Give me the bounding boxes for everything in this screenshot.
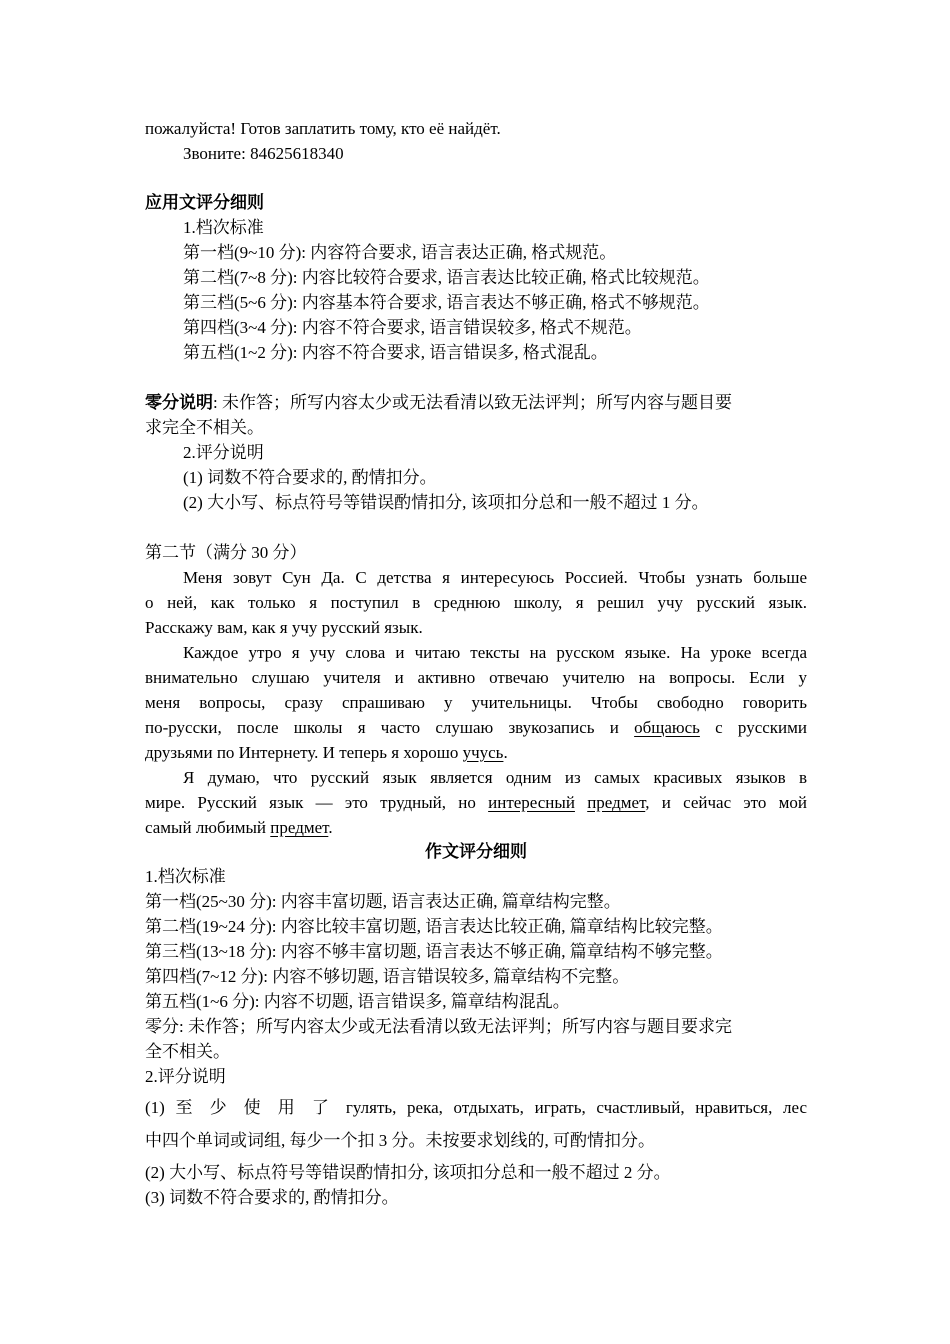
essay-p2-line-2: внимательно слушаю учителя и активно отвечаю учителю на вопросы. Если у: [145, 668, 807, 687]
underlined-word: предмет: [587, 793, 646, 812]
essay-p3-line-2: [145, 790, 807, 815]
zero-text: : 未作答；所写内容太少或无法看清以致无法评判；所写内容与题目要: [213, 393, 732, 412]
practical-grade-5: 第五档(1~2 分): 内容不符合要求, 语言错误多, 格式混乱。: [183, 343, 608, 362]
essay-notes-heading: 2.评分说明: [145, 1067, 226, 1086]
essay-grade-5: 第五档(1~6 分): 内容不切题, 语言错误多, 篇章结构混乱。: [145, 992, 570, 1011]
essay-note-1-line-1: (1) 至 少 使 用 了 гулять, река, отдыхать, играть, счастливый, нравиться, лес: [145, 1098, 807, 1117]
practical-grade-1: 第一档(9~10 分): 内容符合要求, 语言表达正确, 格式规范。: [183, 243, 617, 262]
intro-line-1: пожалуйста! Готов заплатить тому, кто её найдёт.: [145, 119, 501, 138]
essay-grade-heading: 1.档次标准: [145, 867, 226, 886]
text-run: с русскими: [699, 718, 808, 737]
essay-note-3: (3) 词数不符合要求的, 酌情扣分。: [145, 1188, 399, 1207]
essay-zero-line-1: 零分: 未作答；所写内容太少或无法看清以致无法评判；所写内容与题目要求完: [145, 1017, 732, 1036]
text-run: по-русски, после школы я часто слушаю звукозапись и: [145, 718, 635, 737]
essay-p3-line-1: Я думаю, что русский язык является одним из самых красивых языков в: [183, 768, 807, 787]
underlined-word: интересный: [488, 793, 575, 812]
essay-grade-4: 第四档(7~12 分): 内容不够切题, 语言错误较多, 篇章结构不完整。: [145, 967, 630, 986]
essay-p1-line-1: Меня зовут Сун Да. С детства я интересуюсь Россией. Чтобы узнать больше: [183, 568, 807, 587]
essay-p2-line-5: [145, 740, 807, 765]
underlined-word: общаюсь: [634, 718, 700, 737]
practical-zero-line-2: 求完全不相关。: [145, 418, 264, 437]
underlined-word: учусь: [462, 743, 504, 762]
text-run: .: [328, 818, 333, 837]
essay-note-1-line-2: 中四个单词或词组, 每少一个扣 3 分。未按要求划线的, 可酌情扣分。: [145, 1131, 655, 1150]
essay-grade-3: 第三档(13~18 分): 内容不够丰富切题, 语言表达不够正确, 篇章结构不够完整。: [145, 942, 723, 961]
essay-p3-line-3: [145, 815, 807, 840]
essay-p2-line-1: Каждое утро я учу слова и читаю тексты на русском языке. На уроке всегда: [183, 643, 807, 662]
practical-grade-3: 第三档(5~6 分): 内容基本符合要求, 语言表达不够正确, 格式不够规范。: [183, 293, 710, 312]
text-run: самый любимый: [145, 818, 271, 837]
practical-note-2: (2) 大小写、标点符号等错误酌情扣分, 该项扣分总和一般不超过 1 分。: [183, 493, 709, 512]
zero-label: 零分说明: [145, 393, 213, 412]
essay-p2-line-4: [145, 715, 807, 740]
practical-zero-line-1: [145, 390, 807, 415]
practical-grade-4: 第四档(3~4 分): 内容不符合要求, 语言错误较多, 格式不规范。: [183, 318, 642, 337]
practical-notes-heading: 2.评分说明: [183, 443, 264, 462]
practical-note-1: (1) 词数不符合要求的, 酌情扣分。: [183, 468, 437, 487]
text-run: мире. Русский язык — это трудный, но: [145, 793, 489, 812]
text-run: друзьями по Интернету. И теперь я хорошо: [145, 743, 463, 762]
practical-title: 应用文评分细则: [145, 193, 264, 212]
text-run: [575, 793, 587, 812]
section2-heading: 第二节（满分 30 分）: [145, 543, 307, 562]
essay-scoring-title: 作文评分细则: [425, 842, 527, 861]
essay-grade-2: 第二档(19~24 分): 内容比较丰富切题, 语言表达比较正确, 篇章结构比较完整。: [145, 917, 723, 936]
text-run: , и сейчас это мой: [645, 793, 808, 812]
essay-grade-1: 第一档(25~30 分): 内容丰富切题, 语言表达正确, 篇章结构完整。: [145, 892, 621, 911]
underlined-word: предмет: [270, 818, 329, 837]
essay-p1-line-2: о ней, как только я поступил в среднюю школу, я решил учу русский язык.: [145, 593, 807, 612]
text-run: .: [503, 743, 508, 762]
practical-grade-2: 第二档(7~8 分): 内容比较符合要求, 语言表达比较正确, 格式比较规范。: [183, 268, 710, 287]
essay-p2-line-3: меня вопросы, сразу спрашиваю у учительницы. Чтобы свободно говорить: [145, 693, 807, 712]
practical-grade-heading: 1.档次标准: [183, 218, 264, 237]
essay-zero-line-2: 全不相关。: [145, 1042, 230, 1061]
essay-p1-line-3: Расскажу вам, как я учу русский язык.: [145, 618, 423, 637]
intro-phone-line: Звоните: 84625618340: [183, 144, 344, 163]
essay-note-2: (2) 大小写、标点符号等错误酌情扣分, 该项扣分总和一般不超过 2 分。: [145, 1163, 671, 1182]
